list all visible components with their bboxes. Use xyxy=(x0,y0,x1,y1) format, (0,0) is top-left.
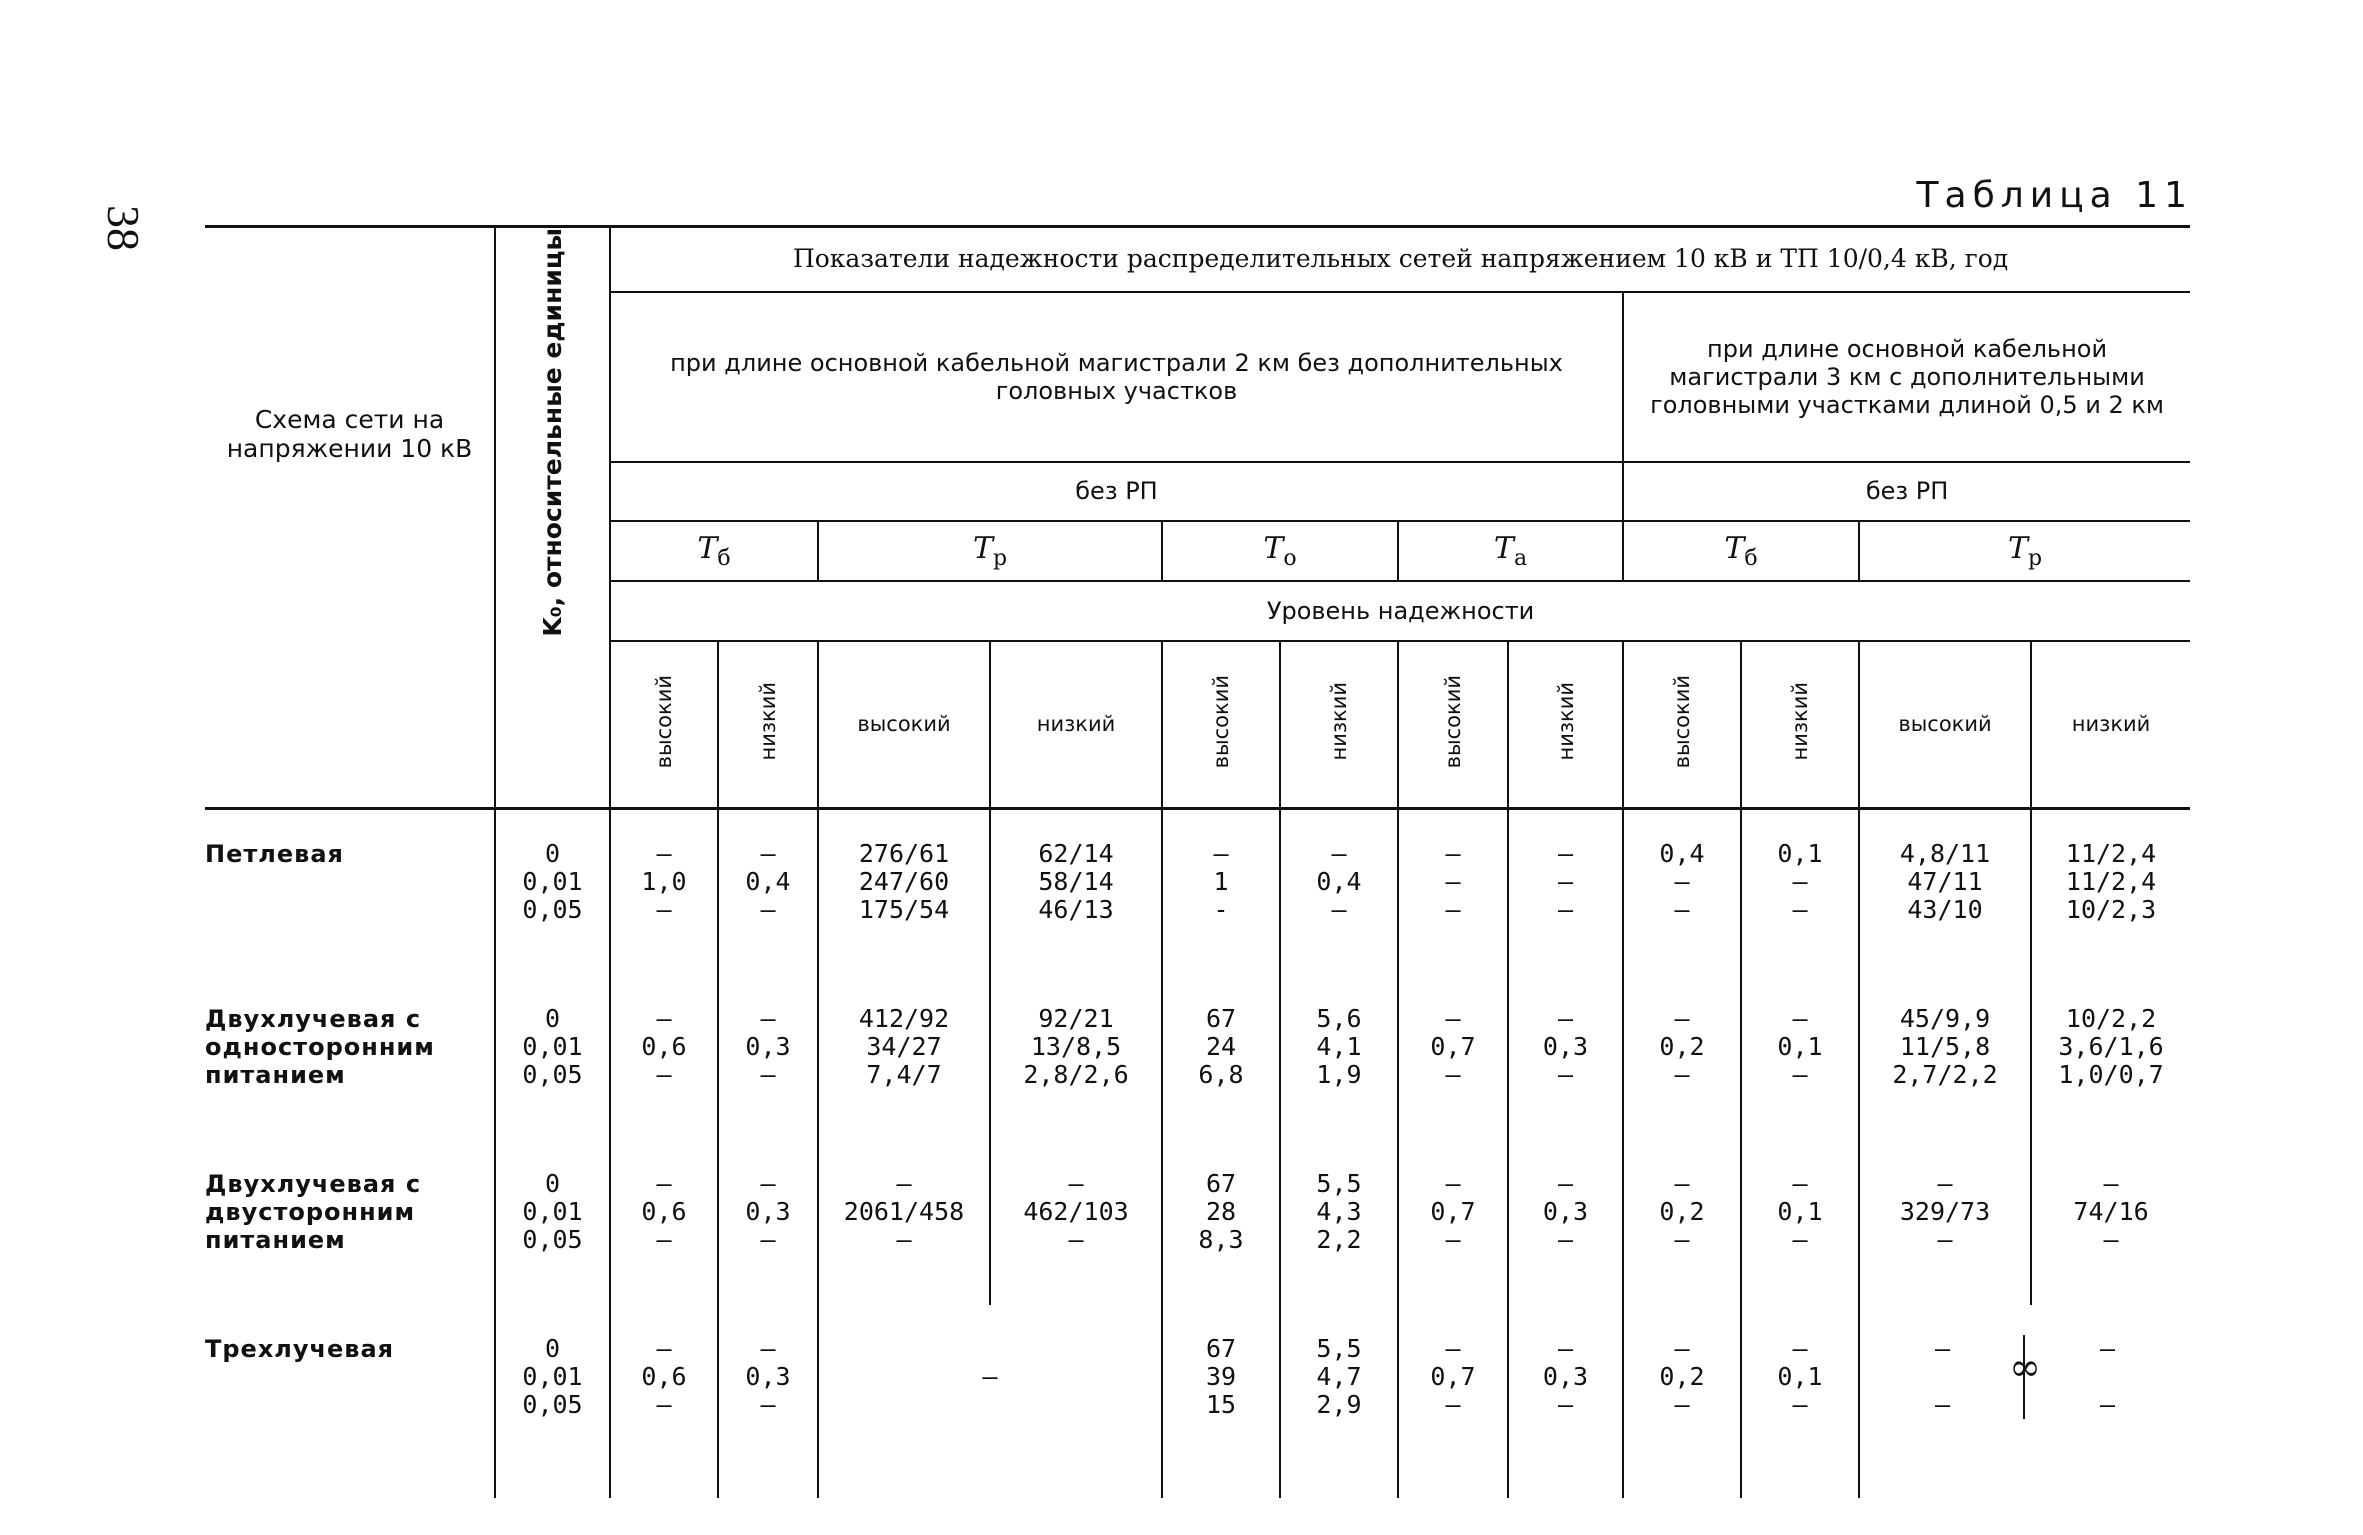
table-caption: Таблица 11 xyxy=(1916,175,2193,216)
value-cell: — 0,3 — xyxy=(718,1140,818,1305)
no-rp-a-header: без РП xyxy=(610,462,1623,522)
value-cell: — 0,2 — xyxy=(1623,975,1741,1140)
level-high: высокий xyxy=(1623,641,1741,809)
value-cell: — 0,7 — xyxy=(1398,1305,1508,1498)
value-cell: 45/9,9 11/5,8 2,7/2,2 xyxy=(1859,975,2031,1140)
level-low: низкий xyxy=(718,641,818,809)
tb-b-symbol: $T_б$ xyxy=(1623,521,1859,581)
no-rp-b-header: без РП xyxy=(1623,462,2190,522)
value-cell: — — — xyxy=(1398,808,1508,975)
level-high: высокий xyxy=(610,641,718,809)
ko-values: 0 0,01 0,05 xyxy=(495,1305,610,1498)
value-cell: — 0,4 — xyxy=(718,808,818,975)
value-cell: 62/14 58/14 46/13 xyxy=(990,808,1162,975)
value-cell: — 0,3 — xyxy=(1508,975,1623,1140)
value-cell: — 0,6 — xyxy=(610,1140,718,1305)
tb-a-symbol: $T_б$ xyxy=(610,521,818,581)
value-cell: — — xyxy=(1934,1333,1951,1419)
value-cell: — 0,3 — xyxy=(718,1305,818,1498)
ko-values: 0 0,01 0,05 xyxy=(495,975,610,1140)
value-cell: 10/2,2 3,6/1,6 1,0/0,7 xyxy=(2031,975,2190,1140)
tr-b-symbol: $T_р$ xyxy=(1859,521,2190,581)
scheme-name: Двухлучевая с двусторонним питанием xyxy=(205,1140,495,1305)
scheme-name: Двухлучевая с односторонним питанием xyxy=(205,975,495,1140)
value-cell: — 0,3 — xyxy=(1508,1305,1623,1498)
value-cell: 5,5 4,7 2,9 xyxy=(1280,1305,1398,1498)
value-cell: 67 39 15 xyxy=(1162,1305,1280,1498)
group-b-header: при длине основной кабельной магистрали 3 км с дополнительными головными участками длиной 0,5 и 2 км xyxy=(1623,292,2190,462)
value-cell: — 0,3 — xyxy=(718,975,818,1140)
value-cell: — 0,1 — xyxy=(1741,1305,1859,1498)
scheme-name: Петлевая xyxy=(205,808,495,975)
value-cell: — 0,1 — xyxy=(1741,1140,1859,1305)
page-number: 38 xyxy=(98,205,149,251)
value-cell: — 0,2 — xyxy=(1623,1140,1741,1305)
level-high: высокий xyxy=(1398,641,1508,809)
value-cell: 92/21 13/8,5 2,8/2,6 xyxy=(990,975,1162,1140)
value-cell: 0,1 — — xyxy=(1741,808,1859,975)
value-cell: — 1,0 — xyxy=(610,808,718,975)
level-low: низкий xyxy=(1508,641,1623,809)
value-cell: — 1 - xyxy=(1162,808,1280,975)
value-cell: — 0,7 — xyxy=(1398,1140,1508,1305)
merged-value-cell: — xyxy=(818,1305,1162,1498)
to-symbol: $T_о$ xyxy=(1162,521,1398,581)
value-cell: 5,5 4,3 2,2 xyxy=(1280,1140,1398,1305)
merged-value-cell xyxy=(1859,1305,2190,1498)
ko-values: 0 0,01 0,05 xyxy=(495,1140,610,1305)
level-low: низкий xyxy=(1741,641,1859,809)
reliability-level-header: Уровень надежности xyxy=(610,581,2190,641)
value-cell: 5,6 4,1 1,9 xyxy=(1280,975,1398,1140)
value-cell: 0,4 — — xyxy=(1623,808,1741,975)
value-cell: 67 28 8,3 xyxy=(1162,1140,1280,1305)
level-low: низкий xyxy=(2031,641,2190,809)
level-high: высокий xyxy=(1162,641,1280,809)
value-cell: — 2061/458 — xyxy=(818,1140,990,1305)
table-row xyxy=(205,1305,2190,1498)
group-a-header: при длине основной кабельной магистрали 2 км без дополнительных головных участков xyxy=(610,292,1623,462)
level-low: низкий xyxy=(1280,641,1398,809)
tr-a-symbol: $T_р$ xyxy=(818,521,1162,581)
value-cell: 4,8/11 47/11 43/10 xyxy=(1859,808,2031,975)
value-cell: — — — xyxy=(1508,808,1623,975)
scheme-column-header: Схема сети на напряжении 10 кВ xyxy=(205,227,495,641)
value-cell: — 74/16 — xyxy=(2031,1140,2190,1305)
value-cell: — 0,4 — xyxy=(1280,808,1398,975)
level-high: высокий xyxy=(818,641,990,809)
table-row xyxy=(205,808,2190,975)
value-cell: — 462/103 — xyxy=(990,1140,1162,1305)
table-row xyxy=(205,1140,2190,1305)
infinity-symbol: ∞ xyxy=(2009,1344,2041,1389)
value-cell: 11/2,4 11/2,4 10/2,3 xyxy=(2031,808,2190,975)
value-cell: — 0,1 — xyxy=(1741,975,1859,1140)
value-cell: 412/92 34/27 7,4/7 xyxy=(818,975,990,1140)
value-cell: — 0,6 — xyxy=(610,975,718,1140)
scheme-name: Трехлучевая xyxy=(205,1305,495,1498)
value-cell: — 329/73 — xyxy=(1859,1140,2031,1305)
value-cell: — — xyxy=(2023,1335,2190,1419)
level-low: низкий xyxy=(990,641,1162,809)
reliability-table xyxy=(205,225,2190,1498)
main-title: Показатели надежности распределительных сетей напряжением 10 кВ и ТП 10/0,4 кВ, год xyxy=(610,227,2190,292)
value-cell: — 0,3 — xyxy=(1508,1140,1623,1305)
value-cell: 67 24 6,8 xyxy=(1162,975,1280,1140)
table-row xyxy=(205,975,2190,1140)
value-cell: — 0,2 — xyxy=(1623,1305,1741,1498)
ko-column-header: K₀, относительные единицы xyxy=(495,227,610,641)
level-high: высокий xyxy=(1859,641,2031,809)
value-cell: — 0,6 — xyxy=(610,1305,718,1498)
value-cell: — 0,7 — xyxy=(1398,975,1508,1140)
ta-symbol: $T_а$ xyxy=(1398,521,1623,581)
value-cell: 276/61 247/60 175/54 xyxy=(818,808,990,975)
ko-values: 0 0,01 0,05 xyxy=(495,808,610,975)
